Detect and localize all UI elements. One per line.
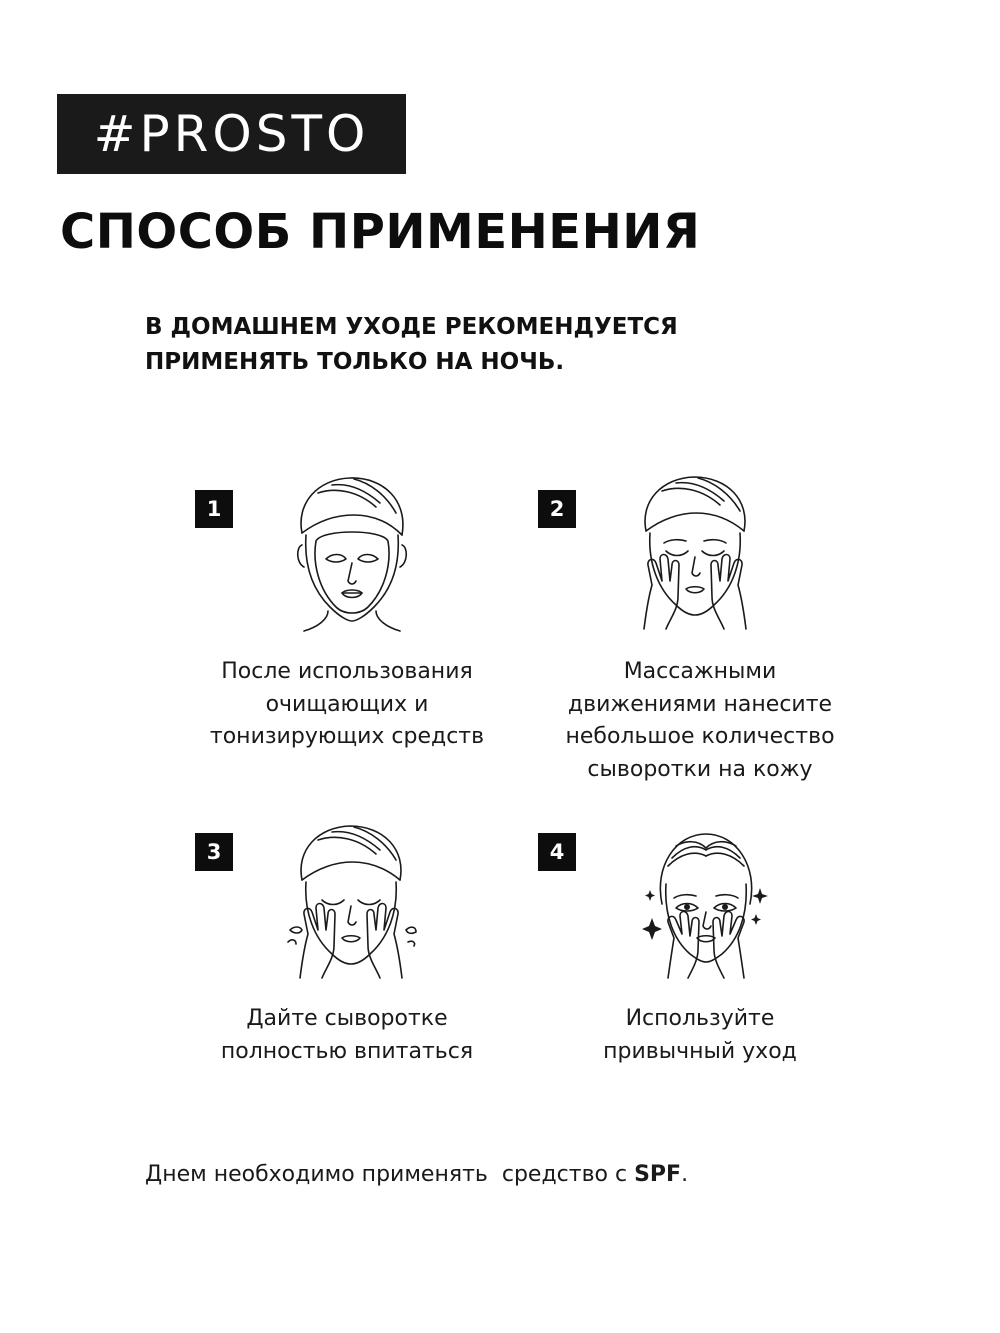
face-towel-hands-icon (630, 473, 760, 633)
step-4-text: Используйте привычный уход (603, 1006, 797, 1064)
daytime-spf-note: Днем необходимо применять средство с SPF. (145, 1162, 689, 1187)
step-4-number: 4 (538, 833, 576, 871)
face-glowing-skin-icon (636, 826, 776, 982)
face-towel-mask-icon (288, 473, 418, 633)
step-3-number: 3 (195, 833, 233, 871)
step-2-text: Массажными движениями нанесите небольшое количество сыворотки на кожу (565, 659, 835, 782)
step-2-number: 2 (538, 490, 576, 528)
spf-label: SPF (634, 1162, 682, 1187)
note-line-1: В ДОМАШНЕМ УХОДЕ РЕКОМЕНДУЕТСЯ (145, 314, 678, 340)
night-use-note (145, 310, 845, 380)
brand-logo (57, 94, 406, 174)
page-title: СПОСОБ ПРИМЕНЕНИЯ (60, 204, 701, 260)
step-3-text: Дайте сыворотке полностью впитаться (220, 1006, 474, 1064)
brand-logo-text: #PROSTO (93, 105, 370, 163)
step-1-number: 1 (195, 490, 233, 528)
note-line-2: ПРИМЕНЯТЬ ТОЛЬКО НА НОЧЬ. (145, 349, 565, 375)
face-towel-absorb-icon (280, 822, 420, 982)
step-1-text: После использования очищающих и тонизирующих средств (209, 659, 485, 749)
